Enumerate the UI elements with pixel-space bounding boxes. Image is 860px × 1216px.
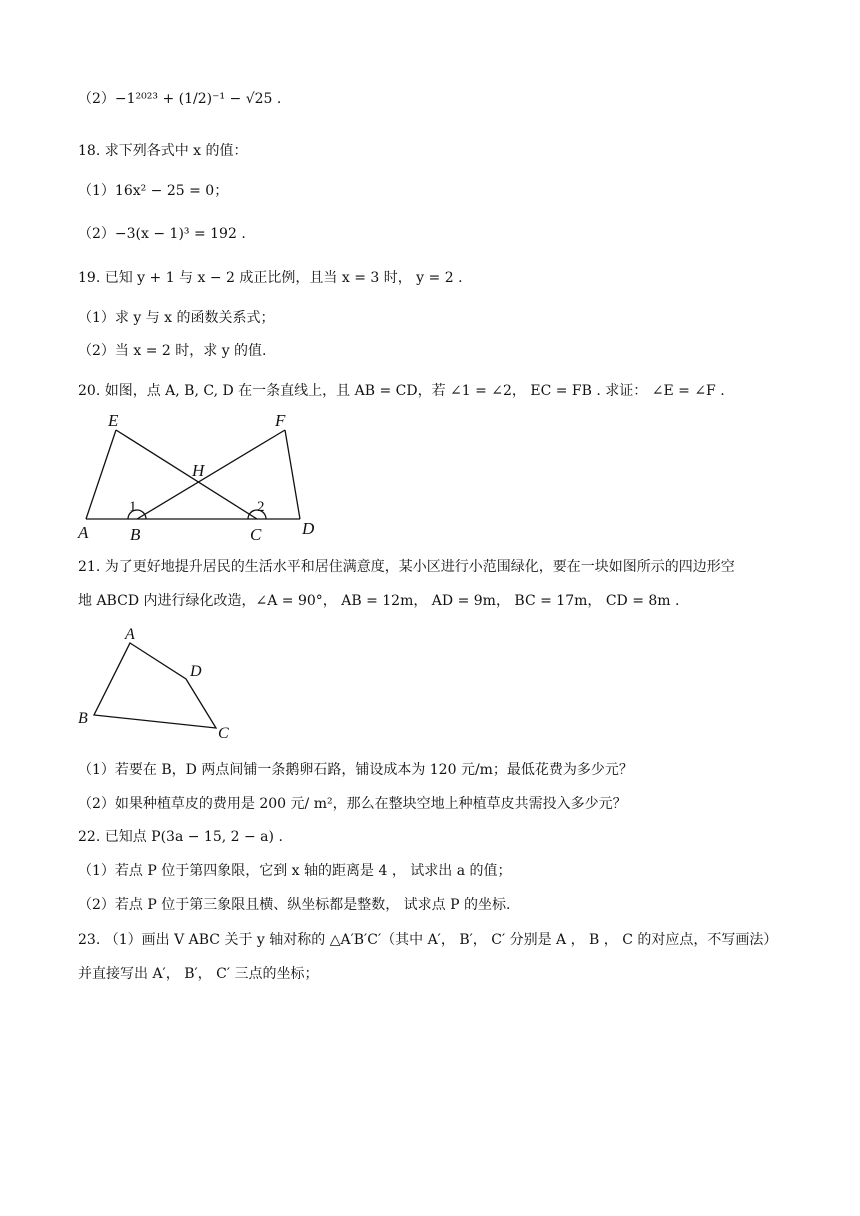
q22-part1: （1）若点 P 位于第四象限，它到 x 轴的距离是 4 ， 试求出 a 的值； <box>78 863 512 879</box>
q17-part2: （2）−1²⁰²³ + (1/2)⁻¹ − √25 . <box>78 91 282 107</box>
q23-line2: 并直接写出 A′， B′， C′ 三点的坐标； <box>78 966 319 982</box>
q20-label-h: H <box>192 461 205 480</box>
q21-stem-line2: 地 ABCD 内进行绿化改造，∠A = 90°， AB = 12m， AD = 9m， BC = 17m， CD = 8m . <box>78 593 680 609</box>
q19-part1: （1）求 y 与 x 的函数关系式； <box>78 310 275 326</box>
q19-stem: 19. 已知 y + 1 与 x − 2 成正比例，且当 x = 3 时， y = 2 . <box>78 270 463 286</box>
q20-stem: 20. 如图，点 A, B, C, D 在一条直线上，且 AB = CD，若 ∠1 = ∠2， EC = FB . 求证： ∠E = ∠F . <box>78 383 725 399</box>
q21-part2: （2）如果种植草皮的费用是 200 元/ m²，那么在整块空地上种植草皮共需投入多少元？ <box>78 796 627 812</box>
q21-figure <box>74 624 244 744</box>
q21-label-a: A <box>125 626 135 643</box>
q20-label-b: B <box>130 525 141 544</box>
q20-label-a: A <box>78 523 89 542</box>
q20-angle-1-label: 1 <box>129 499 137 515</box>
q18-part2: （2）−3(x − 1)³ = 192 . <box>78 226 246 242</box>
q20-label-e: E <box>108 412 119 430</box>
q18-part1: （1）16x² − 25 = 0； <box>78 183 229 199</box>
q21-label-d: D <box>190 663 202 680</box>
q21-part1: （1）若要在 B，D 两点间铺一条鹅卵石路，铺设成本为 120 元/m；最低花费为多少元？ <box>78 762 633 778</box>
q20-figure <box>74 412 334 544</box>
q19-part2: （2）当 x = 2 时，求 y 的值. <box>78 343 267 359</box>
q20-label-d: D <box>302 519 315 538</box>
q21-stem-line1: 21. 为了更好地提升居民的生活水平和居住满意度，某小区进行小范围绿化，要在一块如图所示的四边形空 <box>78 559 735 575</box>
q22-part2: （2）若点 P 位于第三象限且横、纵坐标都是整数， 试求点 P 的坐标. <box>78 897 511 913</box>
q23-line1: 23. （1）画出 V ABC 关于 y 轴对称的 △A′B′C′（其中 A′， B′， C′ 分别是 A ， B ， C 的对应点，不写画法） <box>78 932 778 948</box>
q21-label-c: C <box>218 725 229 742</box>
q20-angle-2-label: 2 <box>257 499 265 515</box>
q20-label-f: F <box>275 412 286 430</box>
q22-stem: 22. 已知点 P(3a − 15, 2 − a) . <box>78 829 283 845</box>
q21-label-b: B <box>78 710 88 727</box>
q20-label-c: C <box>250 525 262 544</box>
q18-stem: 18. 求下列各式中 x 的值： <box>78 143 248 159</box>
